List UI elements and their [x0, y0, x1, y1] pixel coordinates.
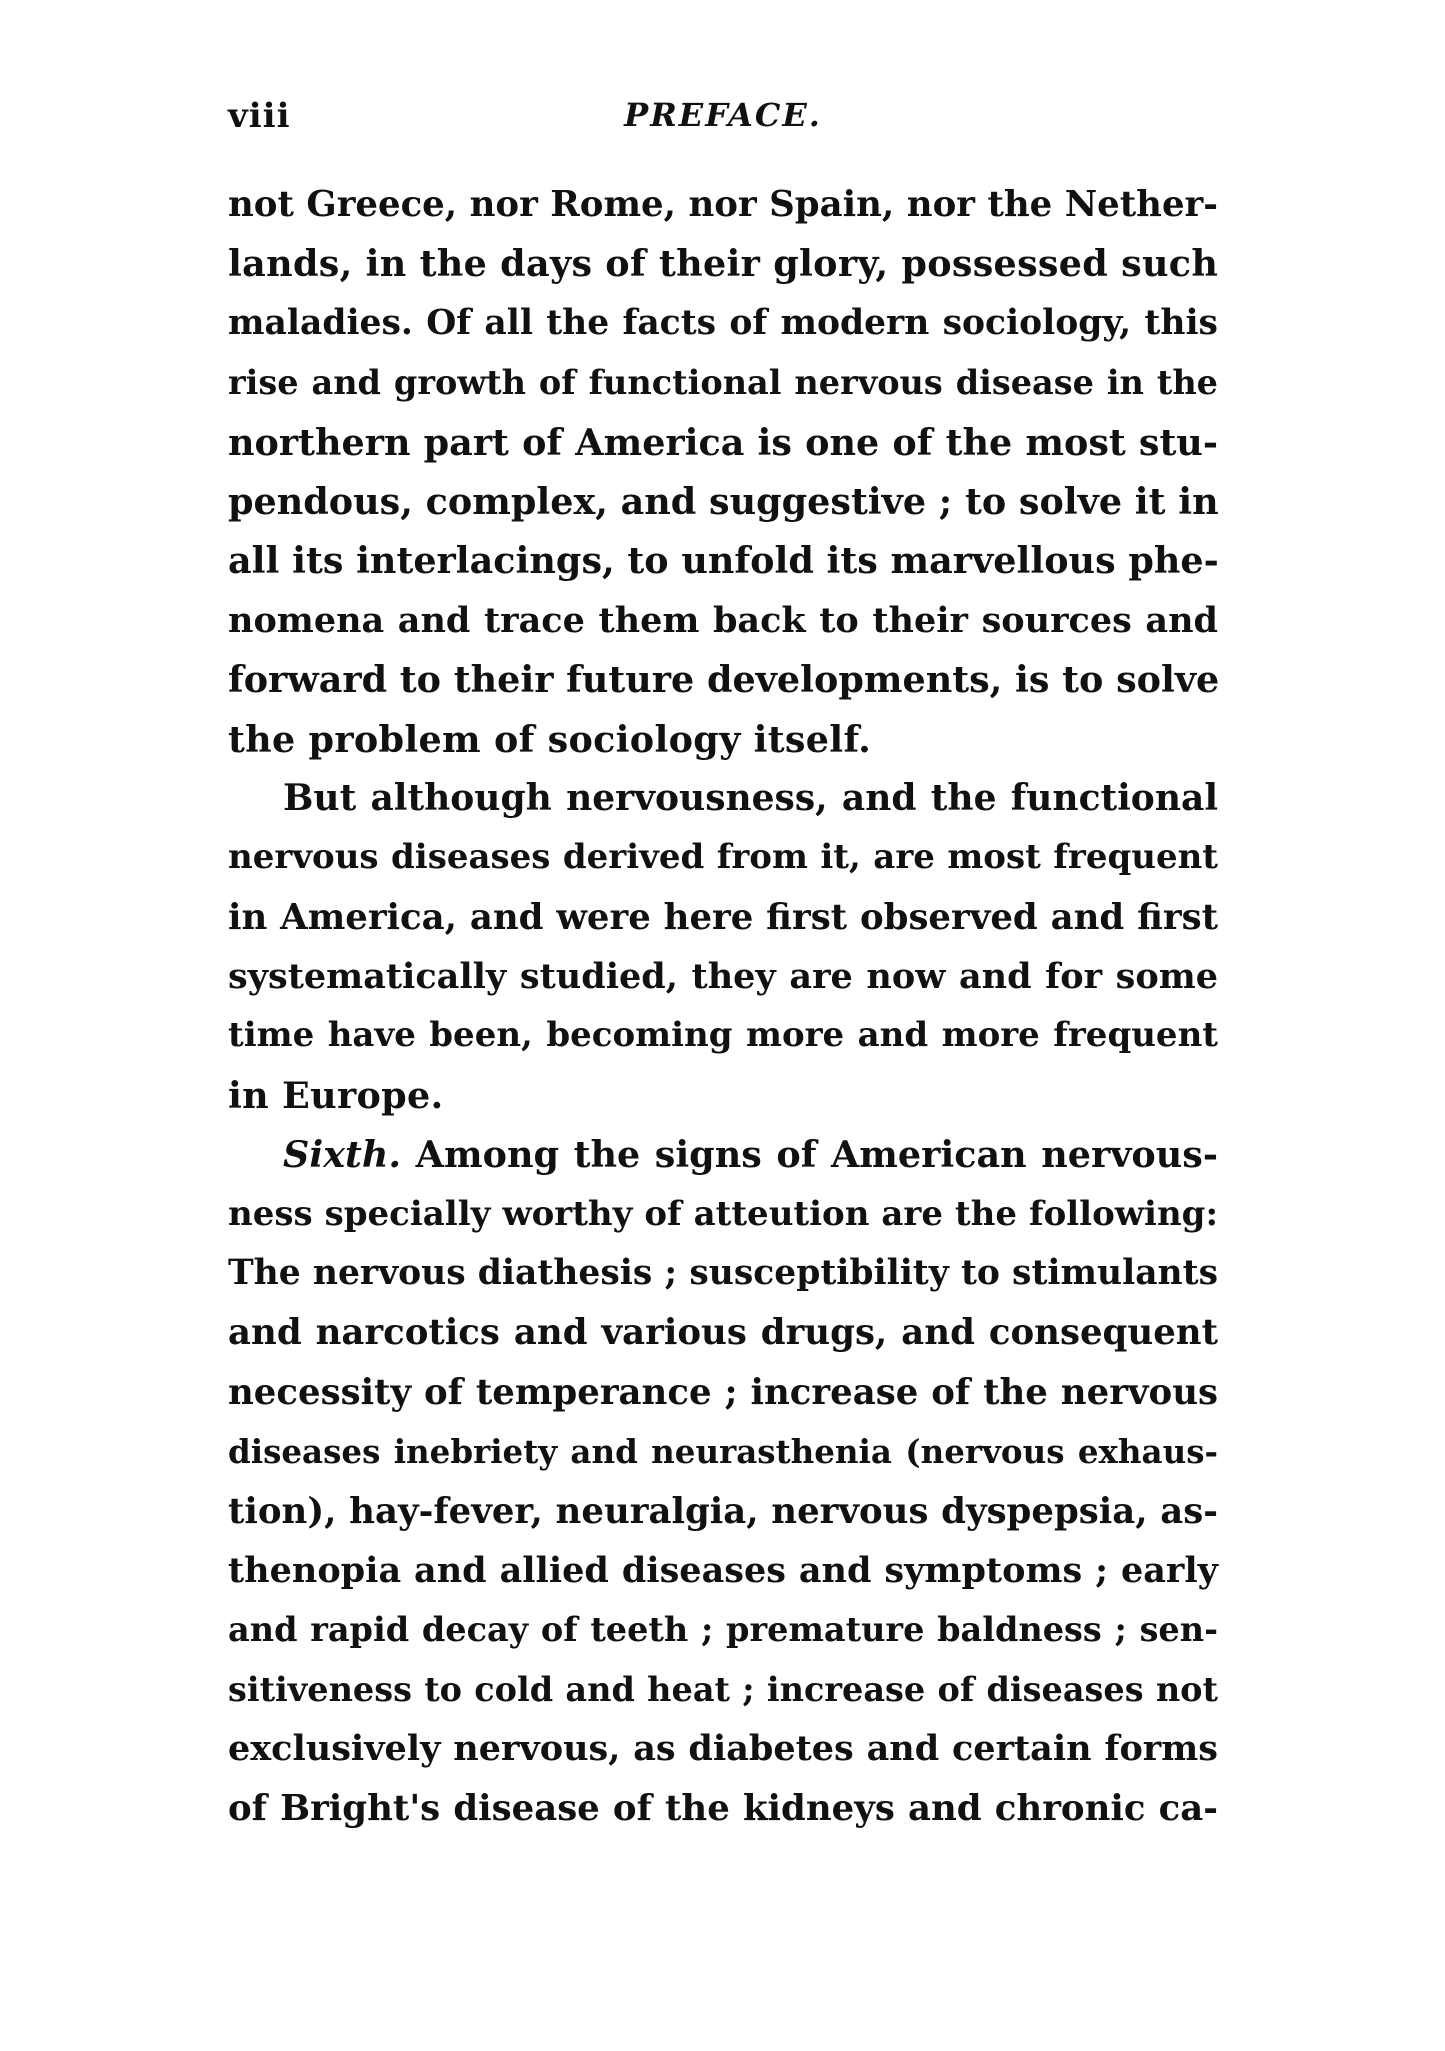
sixth-label: Sixth.: [283, 1133, 402, 1177]
text-line: of Bright's disease of the kidneys and chronic ca-: [228, 1787, 1218, 1829]
text-line-sixth: [228, 1125, 1218, 1184]
text-line: forward to their future developments, is to solve: [228, 658, 1220, 702]
text-line: diseases inebriety and neurasthenia (nervous exhaus-: [228, 1432, 1218, 1472]
text-line: and narcotics and various drugs, and consequent: [228, 1312, 1218, 1354]
text-line: not Greece, nor Rome, nor Spain, nor the Nether-: [228, 184, 1218, 225]
text-line: necessity of temperance ; increase of the nervous: [228, 1371, 1218, 1413]
text-line: the problem of sociology itself.: [228, 717, 872, 761]
text-line: thenopia and allied diseases and symptoms ; early: [228, 1549, 1218, 1591]
text-line: nervous diseases derived from it, are most frequent: [228, 837, 1218, 878]
text-line: all its interlacings, to unfold its marvellous phe-: [228, 539, 1219, 583]
text-line: exclusively nervous, as diabetes and certain forms: [228, 1728, 1218, 1770]
text-line: time have been, becoming more and more frequent: [228, 1015, 1218, 1056]
body-text: [228, 175, 1218, 1838]
running-title: PREFACE.: [624, 96, 822, 134]
text-line: northern part of America is one of the most stu-: [228, 420, 1218, 464]
running-head: [228, 96, 1218, 146]
text-line: in America, and were here first observed and first: [228, 896, 1218, 938]
text-line: rise and growth of functional nervous disease in the: [228, 363, 1218, 403]
text-line: sitiveness to cold and heat ; increase of diseases not: [228, 1669, 1218, 1709]
text-line: But although nervousness, and the functional: [283, 776, 1218, 819]
text-line-rest: Among the signs of American nervous-: [415, 1133, 1218, 1177]
page-number: viii: [228, 96, 291, 136]
text-line: lands, in the days of their glory, possessed such: [228, 242, 1219, 286]
text-line: systematically studied, they are now and for some: [228, 956, 1218, 998]
text-line: in Europe.: [228, 1073, 444, 1117]
text-line: nomena and trace them back to their sources and: [228, 599, 1218, 641]
text-line: pendous, complex, and suggestive ; to solve it in: [228, 479, 1219, 523]
text-line: and rapid decay of teeth ; premature baldness ; sen-: [228, 1610, 1218, 1650]
text-line: The nervous diathesis ; susceptibility to stimulants: [228, 1253, 1218, 1294]
text-line: ness specially worthy of atteution are the following:: [228, 1193, 1218, 1234]
text-line: tion), hay-fever, neuralgia, nervous dyspepsia, as-: [228, 1490, 1218, 1532]
text-line: maladies. Of all the facts of modern sociology, this: [228, 302, 1218, 343]
